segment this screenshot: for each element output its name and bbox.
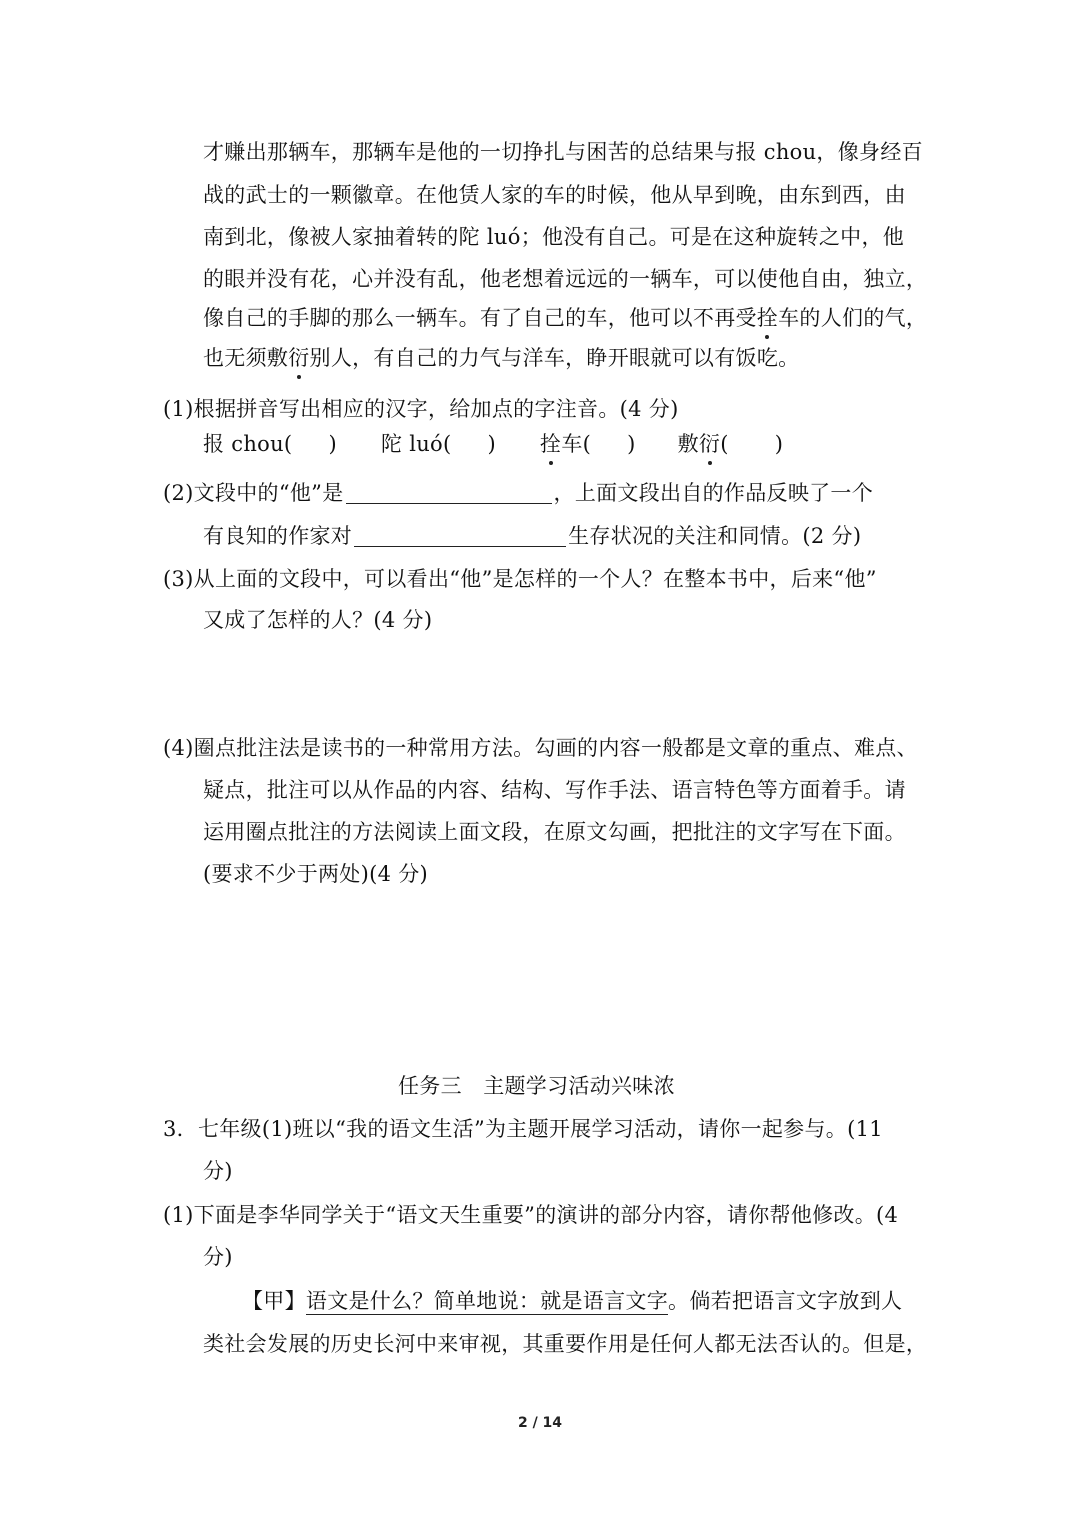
q2-blank-2[interactable] (354, 524, 566, 547)
passage-line-1: 才赚出那辆车，那辆车是他的一切挣扎与困苦的总结果与报 chou，像身经百 (203, 140, 923, 164)
q2-text-1: (2)文段中的“他”是 (163, 481, 344, 505)
passage-line-5-b: 车的人们的气， (778, 306, 928, 330)
passage-line-2: 战的武士的一颗徽章。在他赁人家的车的时候，他从早到晚，由东到西，由 (203, 183, 906, 207)
q1-stem: (1)根据拼音写出相应的汉字，给加点的字注音。(4 分) (163, 397, 679, 421)
task3-para-label: 【甲】 (242, 1289, 306, 1313)
dotted-char-shuan: 拴 (757, 303, 778, 333)
dotted-char-yan: 衍 (288, 343, 309, 373)
task3-sub-line-2: 分) (203, 1245, 233, 1269)
task3-title: 任务三 主题学习活动兴味浓 (398, 1074, 675, 1098)
task3-para-line-2: 类社会发展的历史长河中来审视，其重要作用是任何人都无法否认的。但是， (203, 1332, 928, 1356)
passage-line-6-a: 也无须敷 (203, 346, 289, 370)
q2-text-3: 有良知的作家对 (203, 524, 353, 548)
task3-para-line-1 (242, 1286, 902, 1316)
q1-item-yan-close: ) (774, 432, 784, 456)
q2-line-2 (203, 521, 861, 551)
q1-item-shuan: 拴 (540, 429, 561, 459)
q1-item-chou-close: ) (328, 432, 337, 456)
q4-line-4: (要求不少于两处)(4 分) (203, 862, 429, 886)
task3-question-line-2: 分) (203, 1159, 233, 1183)
task3-sub-line-1: (1)下面是李华同学关于“语文天生重要”的演讲的部分内容，请你帮他修改。(4 (163, 1203, 899, 1227)
q4-line-2: 疑点，批注可以从作品的内容、结构、写作手法、语言特色等方面着手。请 (203, 778, 906, 802)
q3-line-2: 又成了怎样的人？(4 分) (203, 608, 433, 632)
passage-line-6 (203, 343, 799, 373)
page-number: 2 / 14 (517, 1415, 563, 1431)
q1-items (203, 429, 783, 459)
q1-item-chou: 报 chou( (203, 432, 293, 456)
q4-line-1: (4)圈点批注法是读书的一种常用方法。勾画的内容一般都是文章的重点、难点、 (163, 736, 918, 760)
q2-line-1 (163, 478, 873, 508)
passage-line-4: 的眼并没有花，心并没有乱，他老想着远远的一辆车，可以使他自由，独立， (203, 267, 928, 291)
q1-item-shuan-rest: 车( (561, 432, 592, 456)
q1-item-luo-close: ) (487, 432, 496, 456)
q1-item-yan: 衍 (699, 429, 720, 459)
passage-line-6-b: 别人，有自己的力气与洋车，睁开眼就可以有饭吃。 (309, 346, 800, 370)
q1-item-yan-open: ( (720, 432, 729, 456)
q1-item-fu: 敷 (677, 432, 699, 456)
q2-text-4: 生存状况的关注和同情。(2 分) (568, 524, 862, 548)
task3-para-rest: 。倘若把语言文字放到人 (668, 1289, 903, 1313)
q1-item-luo: 陀 luó( (380, 432, 452, 456)
q2-text-2: ，上面文段出自的作品反映了一个 (553, 481, 874, 505)
task3-question-line-1: 3．七年级(1)班以“我的语文生活”为主题开展学习活动，请你一起参与。(11 (163, 1117, 883, 1141)
passage-line-5-a: 像自己的手脚的那么一辆车。有了自己的车，他可以不再受 (203, 306, 757, 330)
passage-line-5 (203, 303, 927, 333)
q4-line-3: 运用圈点批注的方法阅读上面文段，在原文勾画，把批注的文字写在下面。 (203, 820, 906, 844)
passage-line-3: 南到北，像被人家抽着转的陀 luó；他没有自己。可是在这种旋转之中，他 (203, 225, 905, 249)
q2-blank-1[interactable] (346, 481, 552, 504)
q3-line-1: (3)从上面的文段中，可以看出“他”是怎样的一个人？在整本书中，后来“他” (163, 567, 877, 591)
task3-para-underlined: 语文是什么？简单地说：就是语言文字 (305, 1289, 669, 1313)
q1-item-shuan-close: ) (627, 432, 636, 456)
